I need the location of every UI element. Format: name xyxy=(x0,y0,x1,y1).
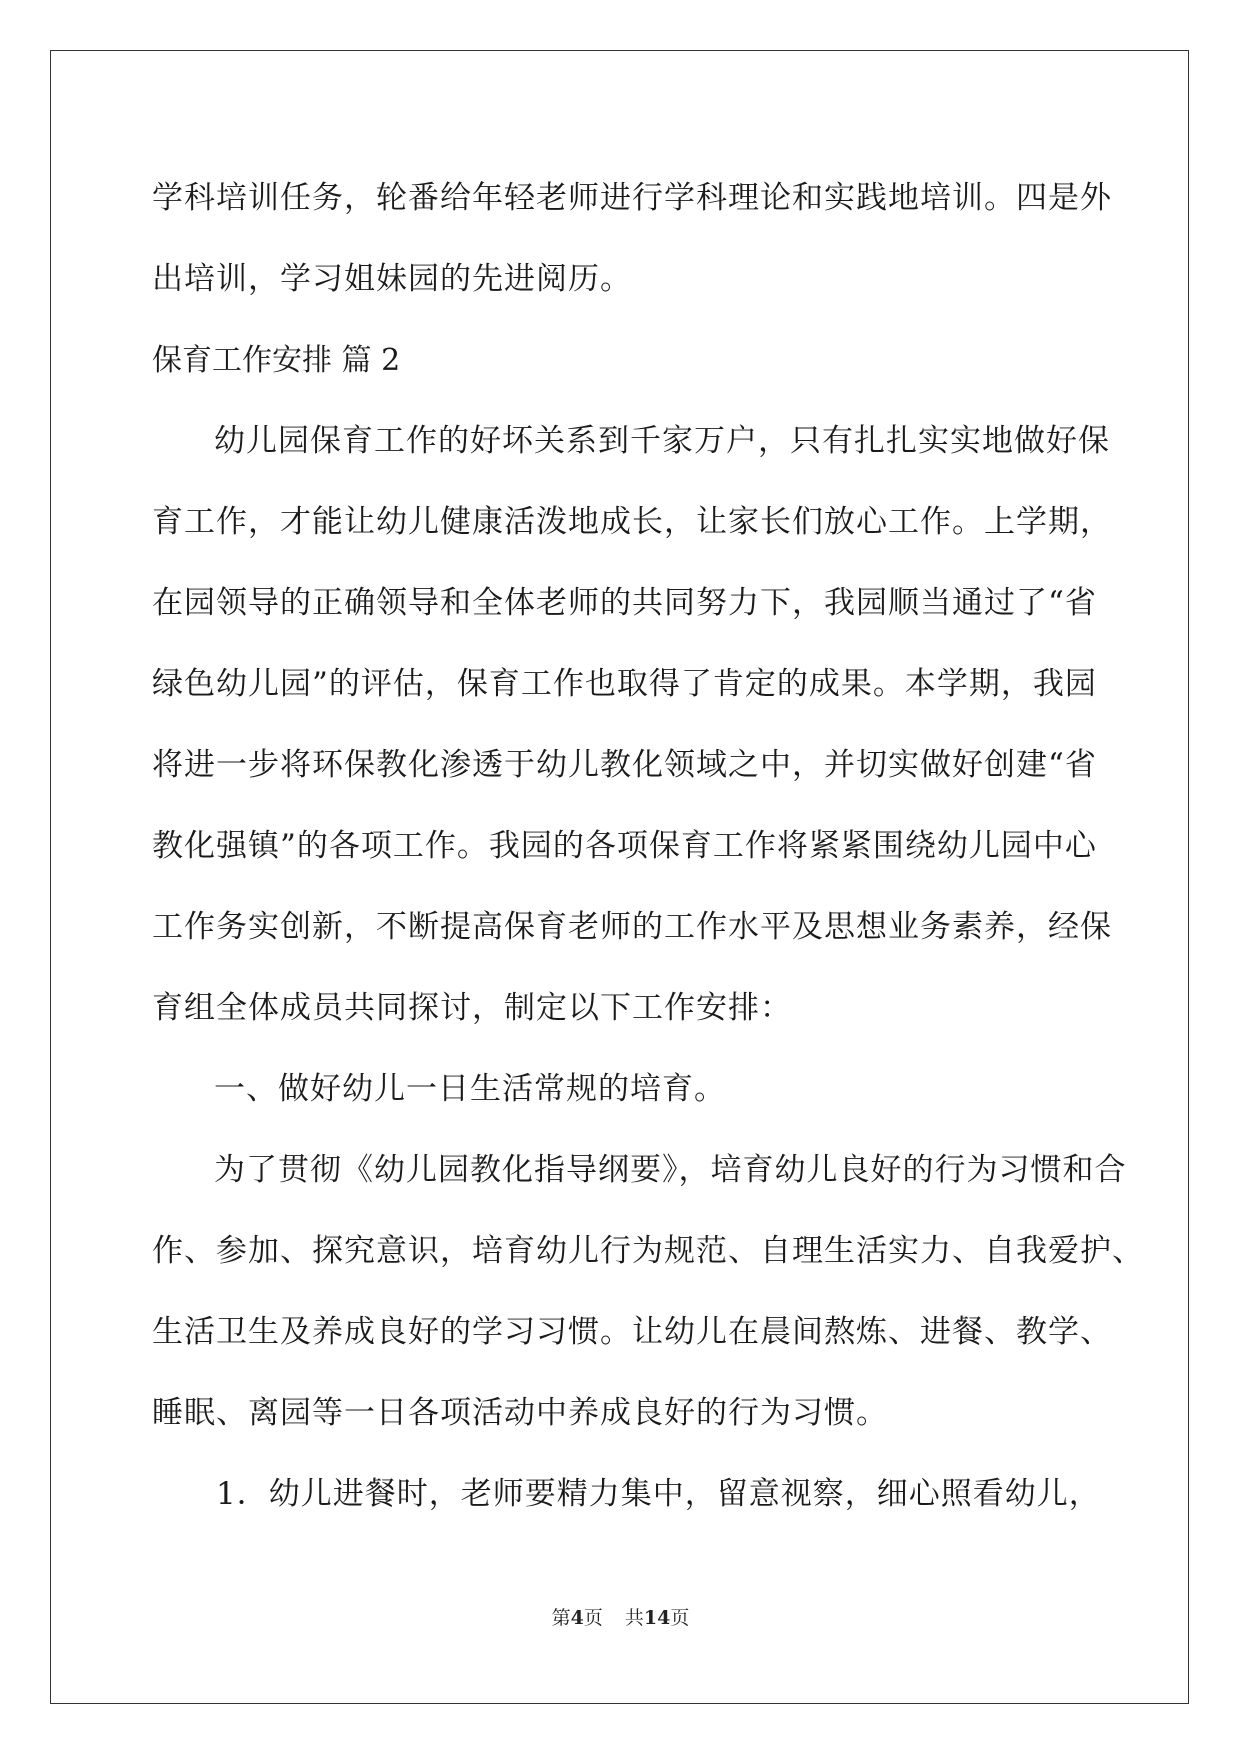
page-current: 4 xyxy=(570,1607,584,1629)
total-suffix: 页 xyxy=(670,1607,690,1629)
list-item: 1．幼儿进餐时，老师要精力集中，留意视察，细心照看幼儿， xyxy=(216,1476,1101,1512)
paragraph-line: 出培训，学习姐妹园的先进阅历。 xyxy=(152,261,632,297)
paragraph-line: 教化强镇”的各项工作。我园的各项保育工作将紧紧围绕幼儿园中心 xyxy=(152,828,1097,864)
document-body xyxy=(152,158,1144,1535)
page-prefix: 第 xyxy=(551,1607,571,1629)
paragraph-line: 工作务实创新，不断提高保育老师的工作水平及思想业务素养，经保 xyxy=(152,909,1112,945)
section-heading: 保育工作安排 篇 2 xyxy=(152,343,401,378)
subsection-heading: 一、做好幼儿一日生活常规的培育。 xyxy=(214,1071,726,1107)
total-prefix: 共 xyxy=(624,1607,644,1629)
paragraph-line: 幼儿园保育工作的好坏关系到千家万户，只有扎扎实实地做好保 xyxy=(214,423,1110,459)
paragraph-line: 睡眠、离园等一日各项活动中养成良好的行为习惯。 xyxy=(152,1395,888,1431)
paragraph-line: 将进一步将环保教化渗透于幼儿教化领域之中，并切实做好创建“省 xyxy=(152,747,1097,783)
paragraph-line: 作、参加、探究意识，培育幼儿行为规范、自理生活实力、自我爱护、 xyxy=(152,1233,1144,1269)
paragraph-line: 绿色幼儿园”的评估，保育工作也取得了肯定的成果。本学期，我园 xyxy=(152,666,1097,702)
paragraph-line: 育工作，才能让幼儿健康活泼地成长，让家长们放心工作。上学期， xyxy=(152,504,1112,540)
page-total: 14 xyxy=(643,1607,671,1629)
paragraph-line: 为了贯彻《幼儿园教化指导纲要》，培育幼儿良好的行为习惯和合 xyxy=(214,1152,1127,1188)
page-footer xyxy=(0,1603,1241,1630)
paragraph-line: 生活卫生及养成良好的学习习惯。让幼儿在晨间熬炼、进餐、教学、 xyxy=(152,1314,1112,1350)
paragraph-line: 在园领导的正确领导和全体老师的共同努力下，我园顺当通过了“省 xyxy=(152,585,1097,621)
paragraph-line: 育组全体成员共同探讨，制定以下工作安排： xyxy=(152,990,792,1026)
paragraph-line: 学科培训任务，轮番给年轻老师进行学科理论和实践地培训。四是外 xyxy=(152,180,1112,216)
page-suffix: 页 xyxy=(583,1607,603,1629)
